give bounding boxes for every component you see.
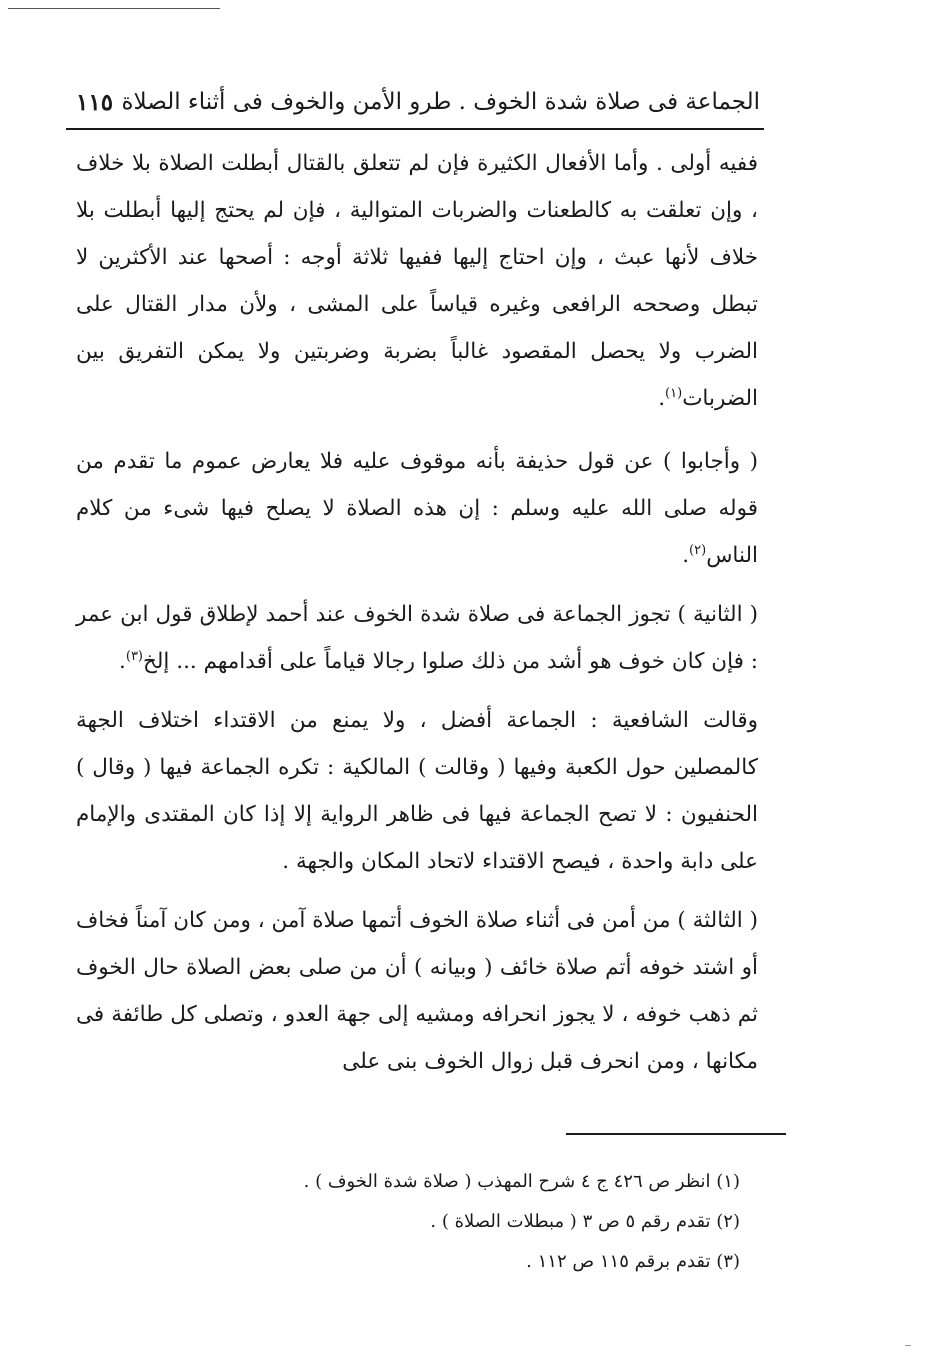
paragraph-end: . (658, 386, 666, 411)
footnote-1: (١) انظر ص ٤٢٦ ج ٤ شرح المهذب ( صلاة شدة الخوف ) . (303, 1171, 740, 1192)
scan-edge-line (8, 8, 220, 9)
paragraph-1 (76, 140, 758, 422)
paragraph-text: ففيه أولى . وأما الأفعال الكثيرة فإن لم تتعلق بالقتال أبطلت الصلاة بلا خلاف ، وإن تعلقت به كالطعنات والضربات المتوالية ، فإن لم يحتج إليها أبطلت بلا خلاف لأنها عبث ، وإن احتاج إليها ففيها ثلاثة أوجه : أصحها عند الأكثرين لا تبطل وصححه الرافعى وغيره قياساً على المشى ، ولأن مدار القتال على الضرب ولا يحصل المقصود غالباً بضربة وضربتين ولا يمكن التفريق بين الضربات (76, 151, 758, 411)
footnote-ref-1: (١) (665, 385, 683, 401)
page-number: ١١٥ (76, 88, 114, 116)
paragraph-5 (76, 897, 758, 1085)
main-text (76, 140, 758, 1097)
footnote-2: (٢) تقدم رقم ٥ ص ٣ ( مبطلات الصلاة ) . (430, 1211, 740, 1232)
footnotes (200, 1162, 740, 1282)
scan-mark (905, 1345, 911, 1346)
paragraph-4 (76, 697, 758, 885)
paragraph-end: . (119, 649, 126, 674)
paragraph-end: . (682, 543, 690, 568)
footnote-separator (566, 1133, 786, 1135)
footnote-ref-3: (٣) (125, 648, 143, 664)
footnote-3: (٣) تقدم برقم ١١٥ ص ١١٢ . (526, 1251, 740, 1272)
header-rule (66, 128, 764, 130)
paragraph-3 (76, 591, 758, 685)
paragraph-2 (76, 438, 758, 579)
footnote-ref-2: (٢) (689, 542, 707, 558)
paragraph-text: ( الثالثة ) من أمن فى أثناء صلاة الخوف أتمها صلاة آمن ، ومن كان آمناً فخاف أو اشتد خوفه أتم صلاة خائف ( وبيانه ) أن من صلى بعض الصلاة حال الخوف ثم ذهب خوفه ، لا يجوز انحرافه ومشيه إلى جهة العدو ، وتصلى كل طائفة فى مكانها ، ومن انحرف قبل زوال الخوف بنى على (76, 908, 758, 1074)
paragraph-text: وقالت الشافعية : الجماعة أفضل ، ولا يمنع من الاقتداء اختلاف الجهة كالمصلين حول الكعبة وفيها ( وقالت ) المالكية : تكره الجماعة فيها ( وقال ) الحنفيون : لا تصح الجماعة فيها فى ظاهر الرواية إلا إذا كان المقتدى والإمام على دابة واحدة ، فيصح الاقتداء لاتحاد المكان والجهة . (76, 708, 758, 874)
paragraph-text: ( وأجابوا ) عن قول حذيفة بأنه موقوف عليه فلا يعارض عموم ما تقدم من قوله صلى الله عليه وسلم : إن هذه الصلاة لا يصلح فيها شىء من كلام الناس (76, 449, 758, 568)
running-title: الجماعة فى صلاة شدة الخوف . طرو الأمن والخوف فى أثناء الصلاة (121, 89, 760, 115)
paragraph-text: ( الثانية ) تجوز الجماعة فى صلاة شدة الخوف عند أحمد لإطلاق قول ابن عمر : فإن كان خوف هو أشد من ذلك صلوا رجالا قياماً على أقدامهم ... إلخ (76, 602, 758, 674)
running-header (70, 80, 760, 124)
